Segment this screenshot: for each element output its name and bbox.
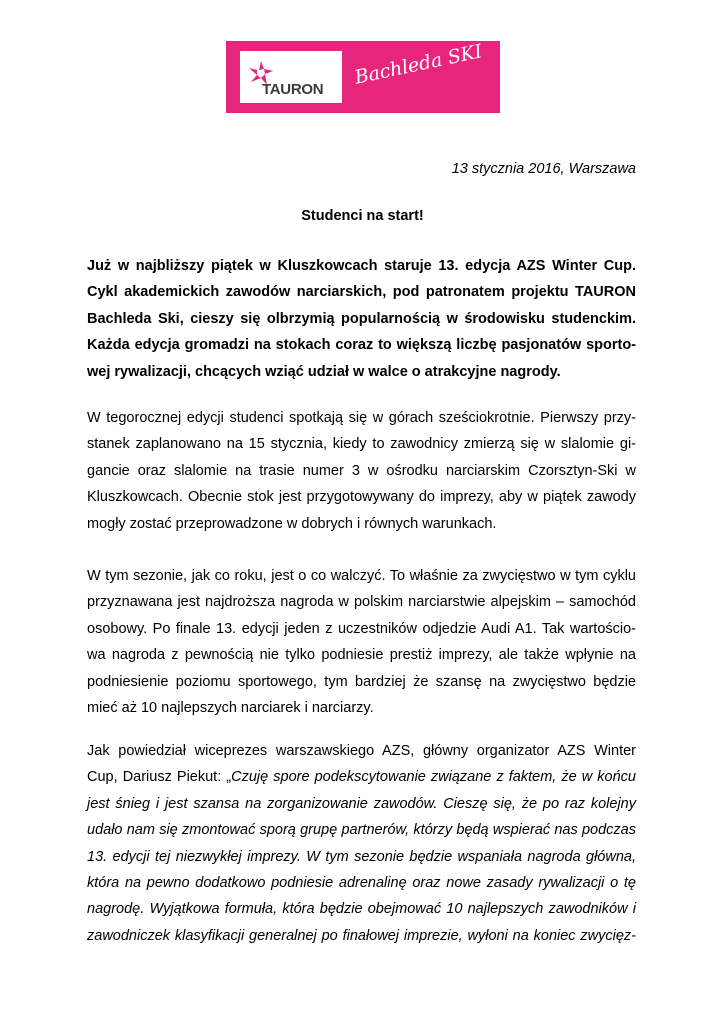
- quote-intro: Cup, Dariusz Piekut: „: [87, 769, 232, 786]
- text-line: mieć aż 10 najlepszych narciarek i narciarzy.: [87, 699, 374, 716]
- body-paragraph-2: [87, 563, 636, 721]
- text-line: [87, 764, 636, 790]
- body-paragraph-1: [87, 405, 636, 537]
- quote-text: Czuję spore podekscytowanie związane z faktem, że w końcu: [231, 769, 636, 786]
- text-line: przyznawana jest najdroższa nagroda w polskim narciarstwie alpejskim – samochód: [87, 594, 636, 611]
- tauron-logo: [240, 51, 342, 103]
- page-title: Studenci na start!: [301, 208, 424, 224]
- text-line: Kluszkowcach. Obecnie stok jest przygotowywany do imprezy, aby w piątek zawody: [87, 489, 636, 506]
- quote-line: [87, 817, 636, 843]
- text-line: Cykl akademickich zawodów narciarskich, pod patronatem projektu TAURON: [87, 284, 636, 301]
- lead-paragraph: [87, 253, 636, 385]
- text-line: wej rywalizacji, chcących wziąć udział w walce o atrakcyjne nagrody.: [87, 363, 561, 380]
- text-line: stanek zaplanowano na 15 stycznia, kiedy to zawodnicy zmierzą się w slalomie gi-: [87, 436, 636, 453]
- text-line: wa nagroda z pewnością nie tylko podniesie prestiż imprezy, ale także wpłynie na: [87, 647, 636, 664]
- quote-line: [87, 923, 636, 949]
- quote-text: zawodniczek klasyfikacji generalnej po finałowej imprezie, wyłoni na koniec zwycięz-: [87, 927, 636, 944]
- text-line: Jak powiedział wiceprezes warszawskiego AZS, główny organizator AZS Winter: [87, 743, 636, 759]
- text-line: gancie oraz slalomie na trasie numer 3 w ośrodku narciarskim Czorsztyn-Ski w: [87, 462, 636, 479]
- text-line: W tegorocznej edycji studenci spotkają się w górach sześciokrotnie. Pierwszy przy-: [87, 410, 636, 426]
- document-date: 13 stycznia 2016, Warszawa: [451, 161, 636, 177]
- body-paragraph-3: [87, 738, 636, 949]
- text-line: osobowy. Po finale 13. edycji jeden z uczestników odjedzie Audi A1. Tak wartościo-: [87, 620, 636, 637]
- quote-line: [87, 844, 636, 870]
- logo-wordmark: TAURON: [262, 81, 324, 98]
- quote-text: 13. edycji tej niezwykłej imprezy. W tym sezonie będzie wspaniała nagroda główna,: [87, 848, 636, 865]
- quote-text: nagrodę. Wyjątkowa formuła, która będzie obejmować 10 najlepszych zawodników i: [87, 901, 636, 918]
- quote-line: [87, 896, 636, 922]
- text-line: Już w najbliższy piątek w Kluszkowcach staruje 13. edycja AZS Winter Cup.: [87, 258, 636, 274]
- quote-line: [87, 791, 636, 817]
- quote-line: [87, 870, 636, 896]
- quote-text: jest śnieg i jest szansa na zorganizowanie zawodów. Cieszę się, że po raz kolejny: [87, 795, 636, 812]
- bachleda-ski-logo: Bachleda SKI: [352, 40, 485, 89]
- quote-text: udało nam się zmontować sporą grupę partnerów, którzy będą wspierać nas podczas: [87, 822, 636, 839]
- text-line: Każda edycja gromadzi na stokach coraz to większą liczbę pasjonatów sporto-: [87, 337, 636, 354]
- text-line: Bachleda Ski, cieszy się olbrzymią popularnością w środowisku studenckim.: [87, 310, 636, 327]
- text-line: podniesienie poziomu sportowego, tym bardziej że szansę na zwycięstwo będzie: [87, 673, 636, 690]
- header-banner: [226, 41, 500, 113]
- quote-text: która na pewno dodatkowo podniesie adrenalinę oraz nowe zasady rywalizacji o tę: [87, 874, 636, 891]
- text-line: mogły zostać przeprowadzone w dobrych i równych warunkach.: [87, 515, 497, 532]
- text-line: W tym sezonie, jak co roku, jest o co walczyć. To właśnie za zwycięstwo w tym cyklu: [87, 568, 636, 584]
